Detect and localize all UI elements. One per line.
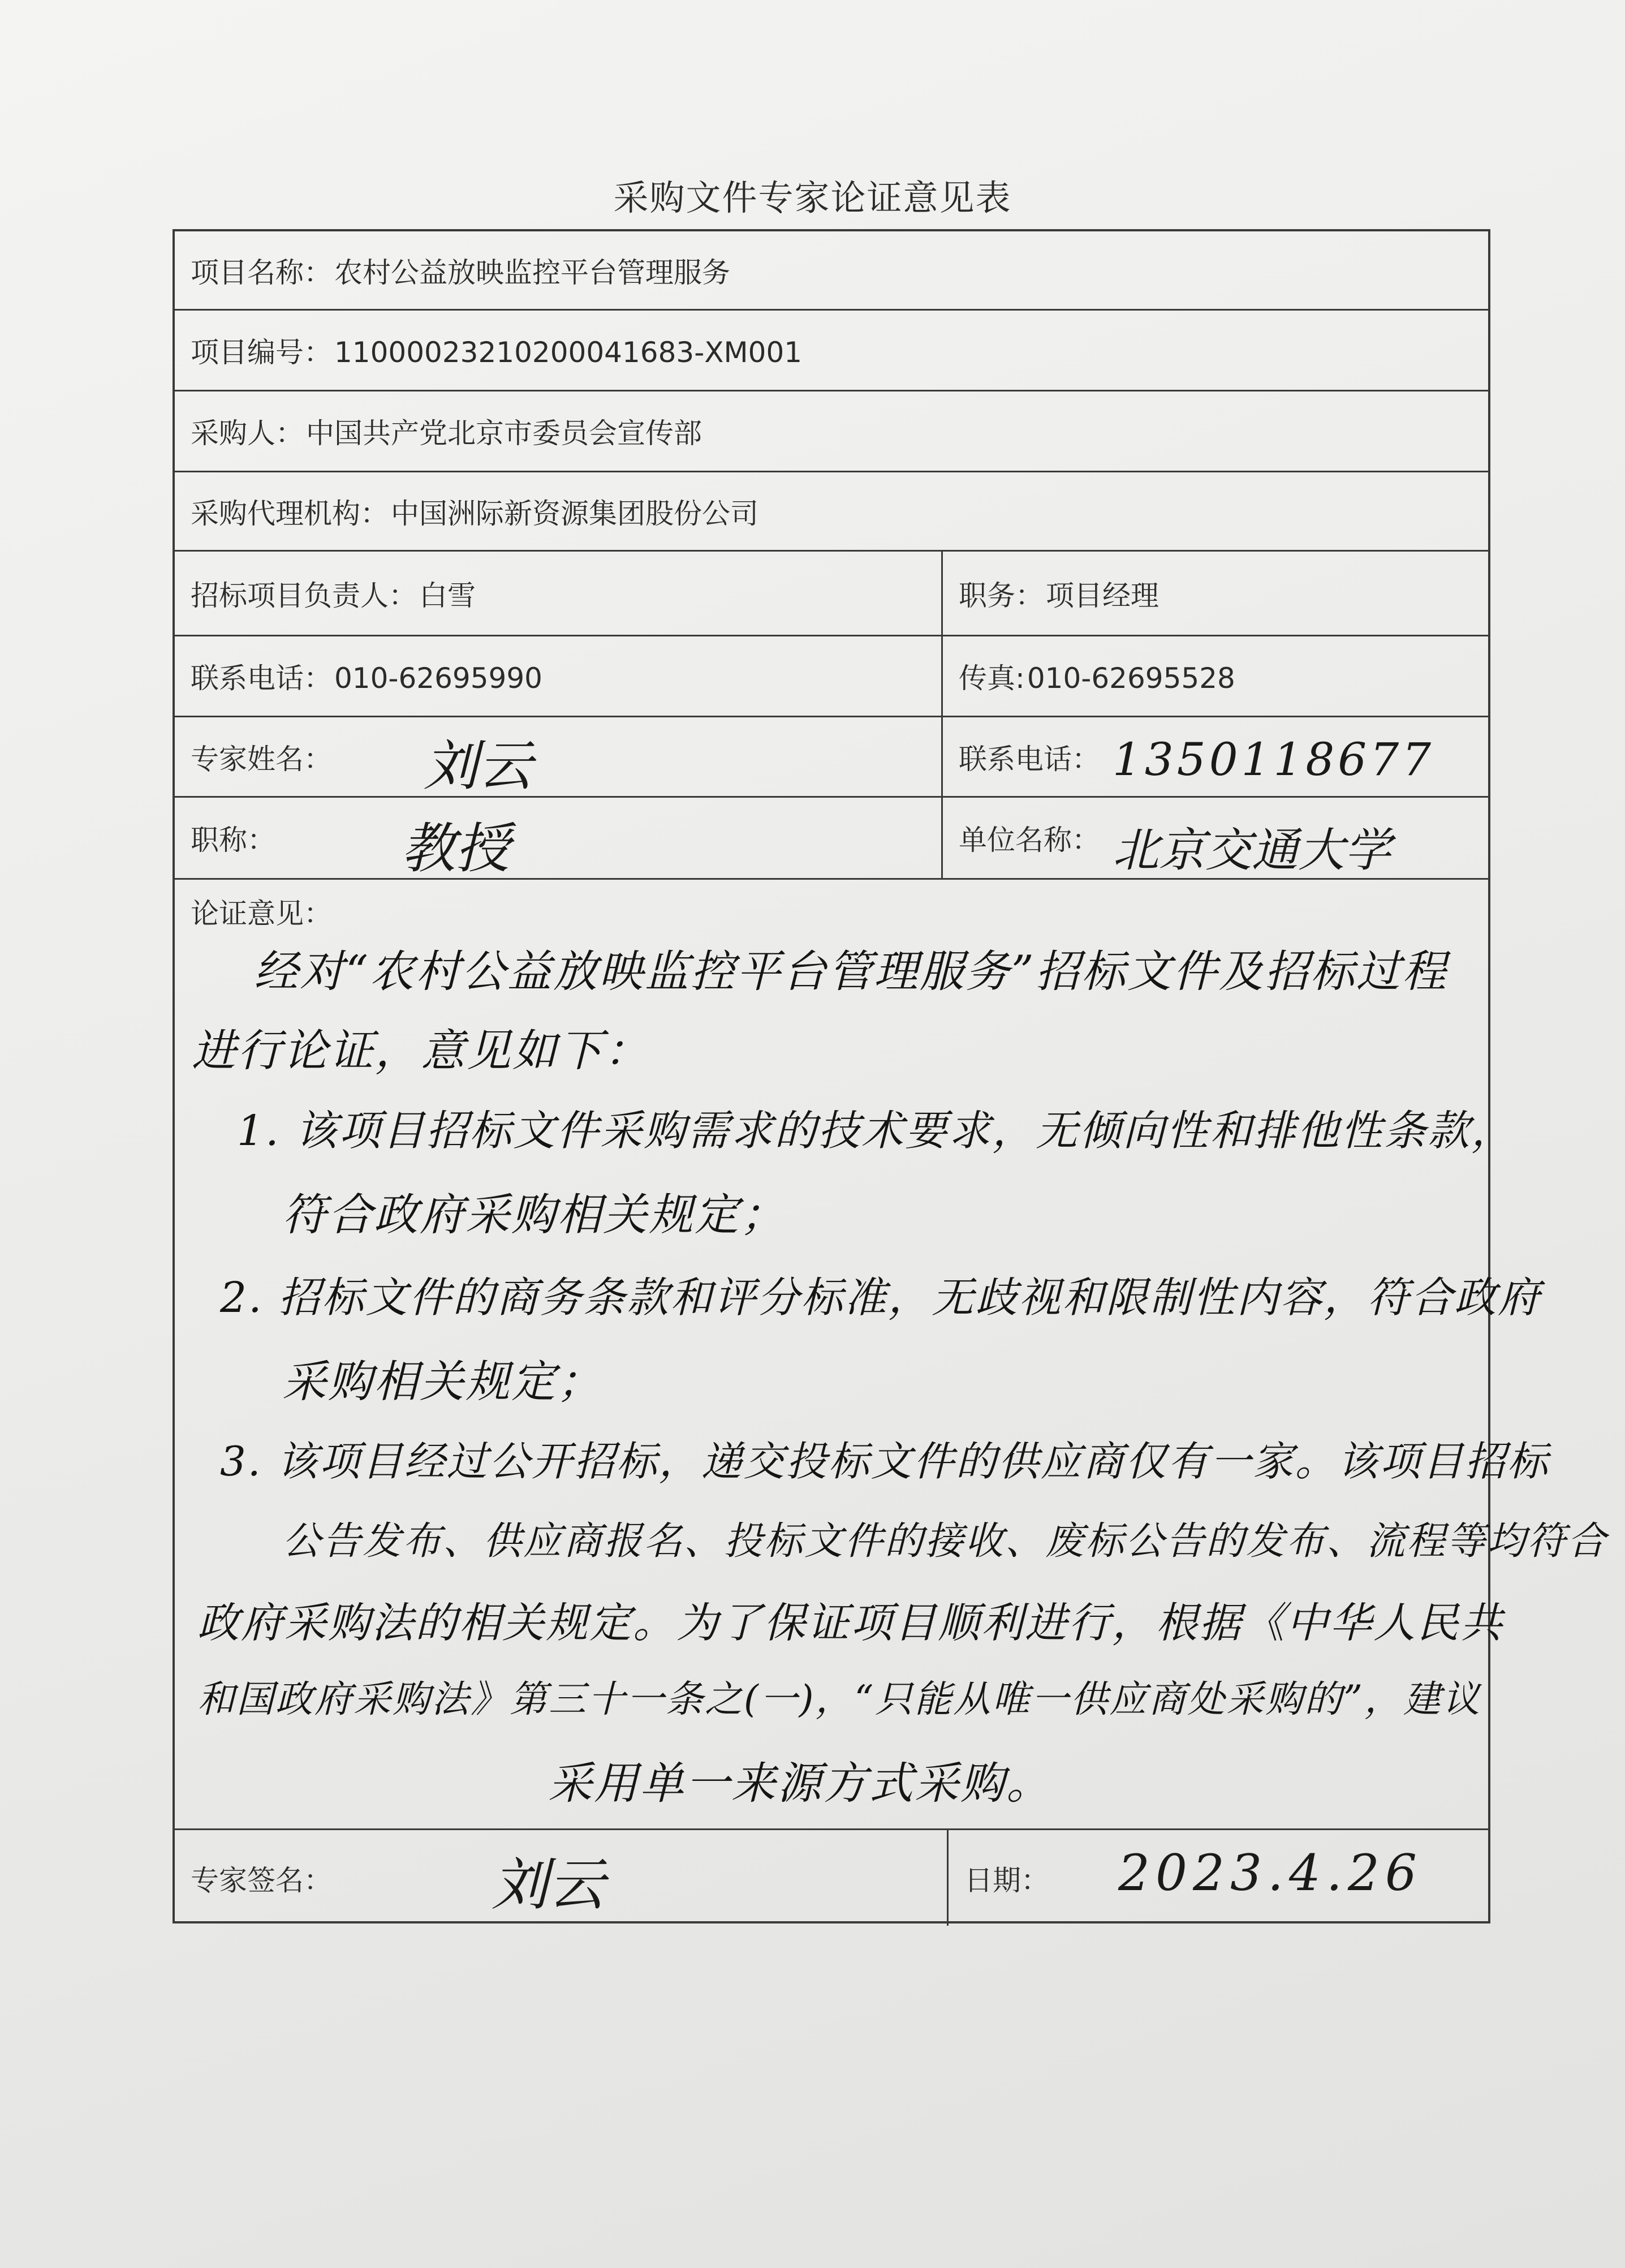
date-cell — [947, 1830, 1488, 1926]
project-lead-field — [191, 573, 476, 614]
row-opinion — [175, 880, 1608, 1830]
expert-unit-label: 单位名称： — [959, 824, 1100, 857]
opinion-line: 3. 该项目经过公开招标，递交投标文件的供应商仅有一家。该项目招标 — [220, 1438, 1550, 1485]
expert-title-cell — [175, 798, 941, 878]
purchaser-label: 采购人： — [191, 417, 304, 450]
row-expert-name — [175, 717, 1488, 798]
purchaser-field — [191, 411, 702, 451]
agency-field — [191, 491, 758, 532]
opinion-line: 1. 该项目招标文件采购需求的技术要求，无倾向性和排他性条款， — [237, 1107, 1515, 1155]
agency-label: 采购代理机构： — [191, 497, 389, 530]
fax-field — [959, 656, 1235, 696]
project-lead-label: 招标项目负责人： — [191, 579, 417, 612]
row-project-name — [175, 231, 1488, 311]
purchaser-value: 中国共产党北京市委员会宣传部 — [306, 417, 702, 450]
expert-opinion-form — [173, 229, 1608, 1923]
fax-value: 010-62695528 — [1027, 662, 1235, 695]
expert-phone-label: 联系电话： — [959, 742, 1100, 776]
opinion-line: 公告发布、供应商报名、投标文件的接收、废标公告的发布、流程等均符合 — [282, 1519, 1608, 1564]
position-value: 项目经理 — [1046, 579, 1159, 612]
expert-phone-value: 1350118677 — [1113, 733, 1434, 786]
position-field — [959, 573, 1159, 614]
phone-label: 联系电话： — [191, 662, 332, 695]
row-phone-fax — [175, 636, 1488, 717]
fax-cell — [941, 636, 1488, 716]
project-number-label: 项目编号： — [191, 336, 332, 369]
project-lead-value: 白雪 — [419, 579, 476, 612]
date-label: 日期： — [964, 1864, 1049, 1897]
expert-unit-value: 北京交通大学 — [1113, 824, 1391, 877]
project-number-field — [191, 330, 802, 371]
signature-value: 刘云 — [492, 1852, 605, 1918]
opinion-line: 和国政府采购法》第三十一条之(一)，“只能从唯一供应商处采购的”，建议 — [197, 1677, 1481, 1721]
phone-field — [191, 656, 542, 696]
agency-value: 中国洲际新资源集团股份公司 — [391, 497, 758, 530]
row-signature — [175, 1830, 1488, 1926]
project-name-label: 项目名称： — [191, 256, 332, 289]
date-value: 2023.4.26 — [1118, 1844, 1423, 1902]
position-label: 职务： — [959, 579, 1044, 612]
expert-name-value: 刘云 — [424, 734, 532, 798]
phone-cell — [175, 636, 941, 716]
opinion-line: 经对“农村公益放映监控平台管理服务”招标文件及招标过程 — [254, 946, 1448, 997]
expert-unit-cell — [941, 798, 1488, 878]
signature-cell — [175, 1830, 947, 1926]
expert-title-value: 教授 — [401, 817, 510, 880]
row-purchaser — [175, 391, 1488, 472]
expert-name-label: 专家姓名： — [191, 742, 332, 776]
opinion-line: 2. 招标文件的商务条款和评分标准，无歧视和限制性内容，符合政府 — [220, 1273, 1542, 1322]
project-name-value: 农村公益放映监控平台管理服务 — [334, 256, 730, 289]
opinion-line: 政府采购法的相关规定。为了保证项目顺利进行，根据《中华人民共 — [197, 1599, 1504, 1647]
phone-value: 010-62695990 — [334, 662, 542, 695]
row-project-lead — [175, 552, 1488, 636]
expert-title-label: 职称： — [191, 824, 275, 857]
position-cell — [941, 552, 1488, 635]
row-project-number — [175, 311, 1488, 391]
opinion-line: 采用单一来源方式采购。 — [548, 1758, 1053, 1809]
row-agency — [175, 472, 1488, 552]
expert-name-cell — [175, 717, 941, 796]
opinion-line: 进行论证，意见如下： — [192, 1026, 650, 1077]
document-title: 采购文件专家论证意见表 — [613, 177, 1012, 218]
fax-label: 传真: — [959, 662, 1025, 695]
opinion-line: 符合政府采购相关规定； — [282, 1190, 787, 1241]
project-lead-cell — [175, 552, 941, 635]
opinion-label: 论证意见： — [191, 897, 332, 930]
opinion-line: 采购相关规定； — [282, 1357, 604, 1408]
project-name-field — [191, 250, 730, 291]
row-expert-title — [175, 798, 1488, 880]
signature-label: 专家签名： — [191, 1864, 332, 1897]
project-number-value: 11000023210200041683-XM001 — [334, 336, 803, 369]
expert-phone-cell — [941, 717, 1488, 796]
